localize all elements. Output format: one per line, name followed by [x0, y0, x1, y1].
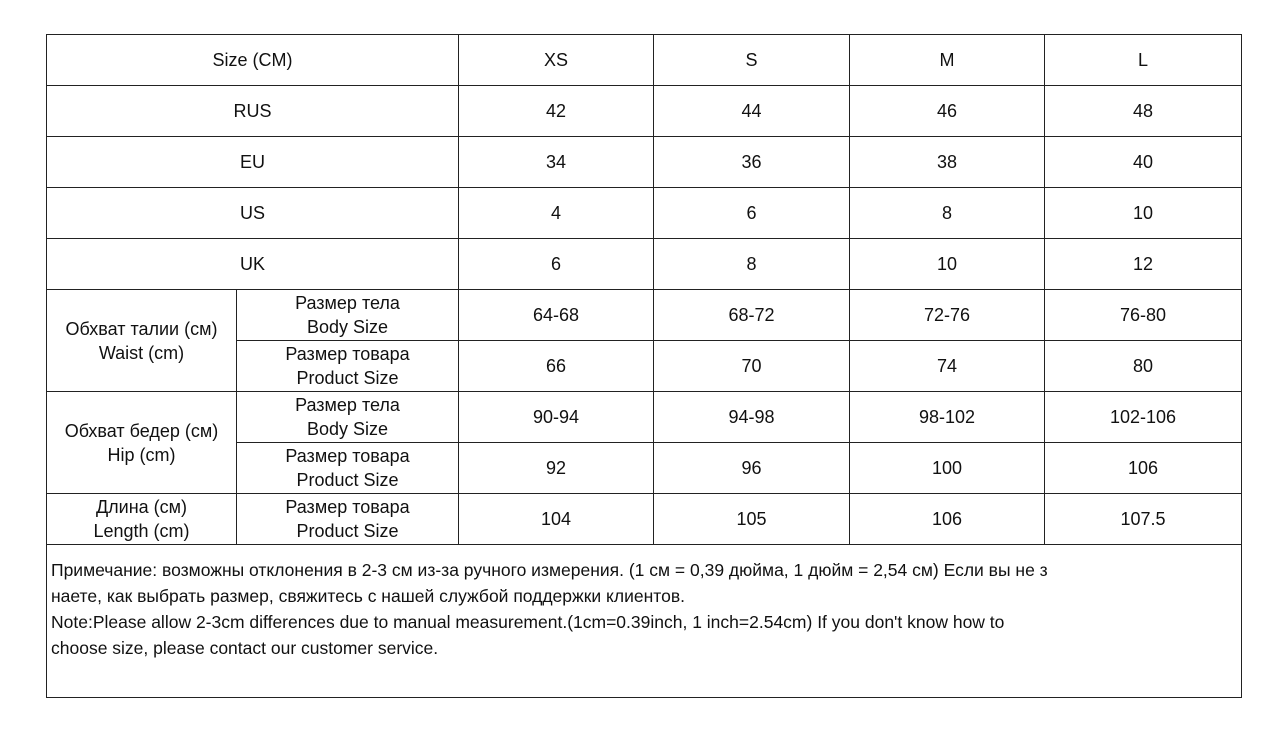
group-label-waist-ru: Обхват талии (см): [65, 318, 218, 339]
table-cell: 46: [850, 86, 1045, 137]
group-label-hip-ru: Обхват бедер (см): [64, 420, 219, 441]
table-cell: 44: [654, 86, 850, 137]
header-size-l: L: [1045, 35, 1242, 86]
group-label-waist-en: Waist (cm): [98, 342, 185, 363]
table-cell: 38: [850, 137, 1045, 188]
row-label-uk: UK: [47, 239, 459, 290]
table-cell: 74: [850, 341, 1045, 392]
table-cell: 90-94: [459, 392, 654, 443]
table-row-length-product: [47, 494, 1242, 545]
sub-label-ru: Размер тела: [295, 395, 400, 415]
header-size-m: M: [850, 35, 1045, 86]
table-cell: 106: [850, 494, 1045, 545]
sub-label-ru: Размер товара: [285, 344, 410, 364]
group-label-length-ru: Длина (см): [95, 497, 188, 517]
sub-label-ru: Размер товара: [285, 446, 410, 466]
row-label-rus: RUS: [47, 86, 459, 137]
table-row-eu: [47, 137, 1242, 188]
table-cell: 66: [459, 341, 654, 392]
table-cell: 94-98: [654, 392, 850, 443]
table-cell: 106: [1045, 443, 1242, 494]
note-ru-line-2: наете, как выбрать размер, свяжитесь с нашей службой поддержки клиентов.: [51, 586, 685, 606]
table-row-rus: [47, 86, 1242, 137]
table-cell: 12: [1045, 239, 1242, 290]
group-label-length-en: Length (cm): [93, 521, 190, 541]
table-cell: 4: [459, 188, 654, 239]
table-cell: 100: [850, 443, 1045, 494]
note-row: [47, 545, 1242, 698]
sub-label-hip-body: [237, 392, 459, 443]
table-row-hip-body: [47, 392, 1242, 443]
table-cell: 70: [654, 341, 850, 392]
table-cell: 6: [459, 239, 654, 290]
row-label-us: US: [47, 188, 459, 239]
sub-label-hip-product: [237, 443, 459, 494]
sub-label-waist-body: [237, 290, 459, 341]
sub-label-en: Body Size: [306, 419, 389, 439]
note-ru-line-1: Примечание: возможны отклонения в 2-3 см из-за ручного измерения. (1 см = 0,39 дюйма, 1 дюйм = 2,54 см) Если вы не з: [51, 560, 1048, 580]
table-cell: 48: [1045, 86, 1242, 137]
group-label-waist: [47, 290, 237, 392]
size-chart-table: [46, 34, 1242, 698]
sub-label-ru: Размер товара: [285, 497, 410, 517]
sub-label-en: Product Size: [296, 521, 399, 541]
sub-label-waist-product: [237, 341, 459, 392]
table-cell: 64-68: [459, 290, 654, 341]
header-size-label: Size (CM): [47, 35, 459, 86]
table-cell: 8: [850, 188, 1045, 239]
table-cell: 105: [654, 494, 850, 545]
table-cell: 6: [654, 188, 850, 239]
table-cell: 104: [459, 494, 654, 545]
note-cell: [47, 545, 1242, 698]
group-label-hip: [47, 392, 237, 494]
table-row-uk: [47, 239, 1242, 290]
group-label-length: [47, 494, 237, 545]
header-size-xs: XS: [459, 35, 654, 86]
table-cell: 36: [654, 137, 850, 188]
sub-label-en: Body Size: [306, 317, 389, 337]
table-cell: 34: [459, 137, 654, 188]
sub-label-en: Product Size: [296, 368, 399, 388]
sub-label-ru: Размер тела: [295, 293, 400, 313]
row-label-eu: EU: [47, 137, 459, 188]
table-row-us: [47, 188, 1242, 239]
table-cell: 92: [459, 443, 654, 494]
table-cell: 68-72: [654, 290, 850, 341]
note-en-line-1: Note:Please allow 2-3cm differences due to manual measurement.(1cm=0.39inch, 1 inch=2.54cm) If you don't know how to: [51, 612, 1005, 632]
sub-label-length-product: [237, 494, 459, 545]
table-cell: 80: [1045, 341, 1242, 392]
table-cell: 10: [1045, 188, 1242, 239]
table-cell: 8: [654, 239, 850, 290]
table-cell: 42: [459, 86, 654, 137]
table-cell: 76-80: [1045, 290, 1242, 341]
table-row-waist-body: [47, 290, 1242, 341]
note-en-line-2: choose size, please contact our customer service.: [51, 638, 439, 658]
table-cell: 102-106: [1045, 392, 1242, 443]
table-cell: 40: [1045, 137, 1242, 188]
table-cell: 98-102: [850, 392, 1045, 443]
header-row: [47, 35, 1242, 86]
sub-label-en: Product Size: [296, 470, 399, 490]
table-cell: 72-76: [850, 290, 1045, 341]
table-cell: 107.5: [1045, 494, 1242, 545]
table-cell: 96: [654, 443, 850, 494]
table-cell: 10: [850, 239, 1045, 290]
header-size-s: S: [654, 35, 850, 86]
group-label-hip-en: Hip (cm): [107, 444, 176, 465]
